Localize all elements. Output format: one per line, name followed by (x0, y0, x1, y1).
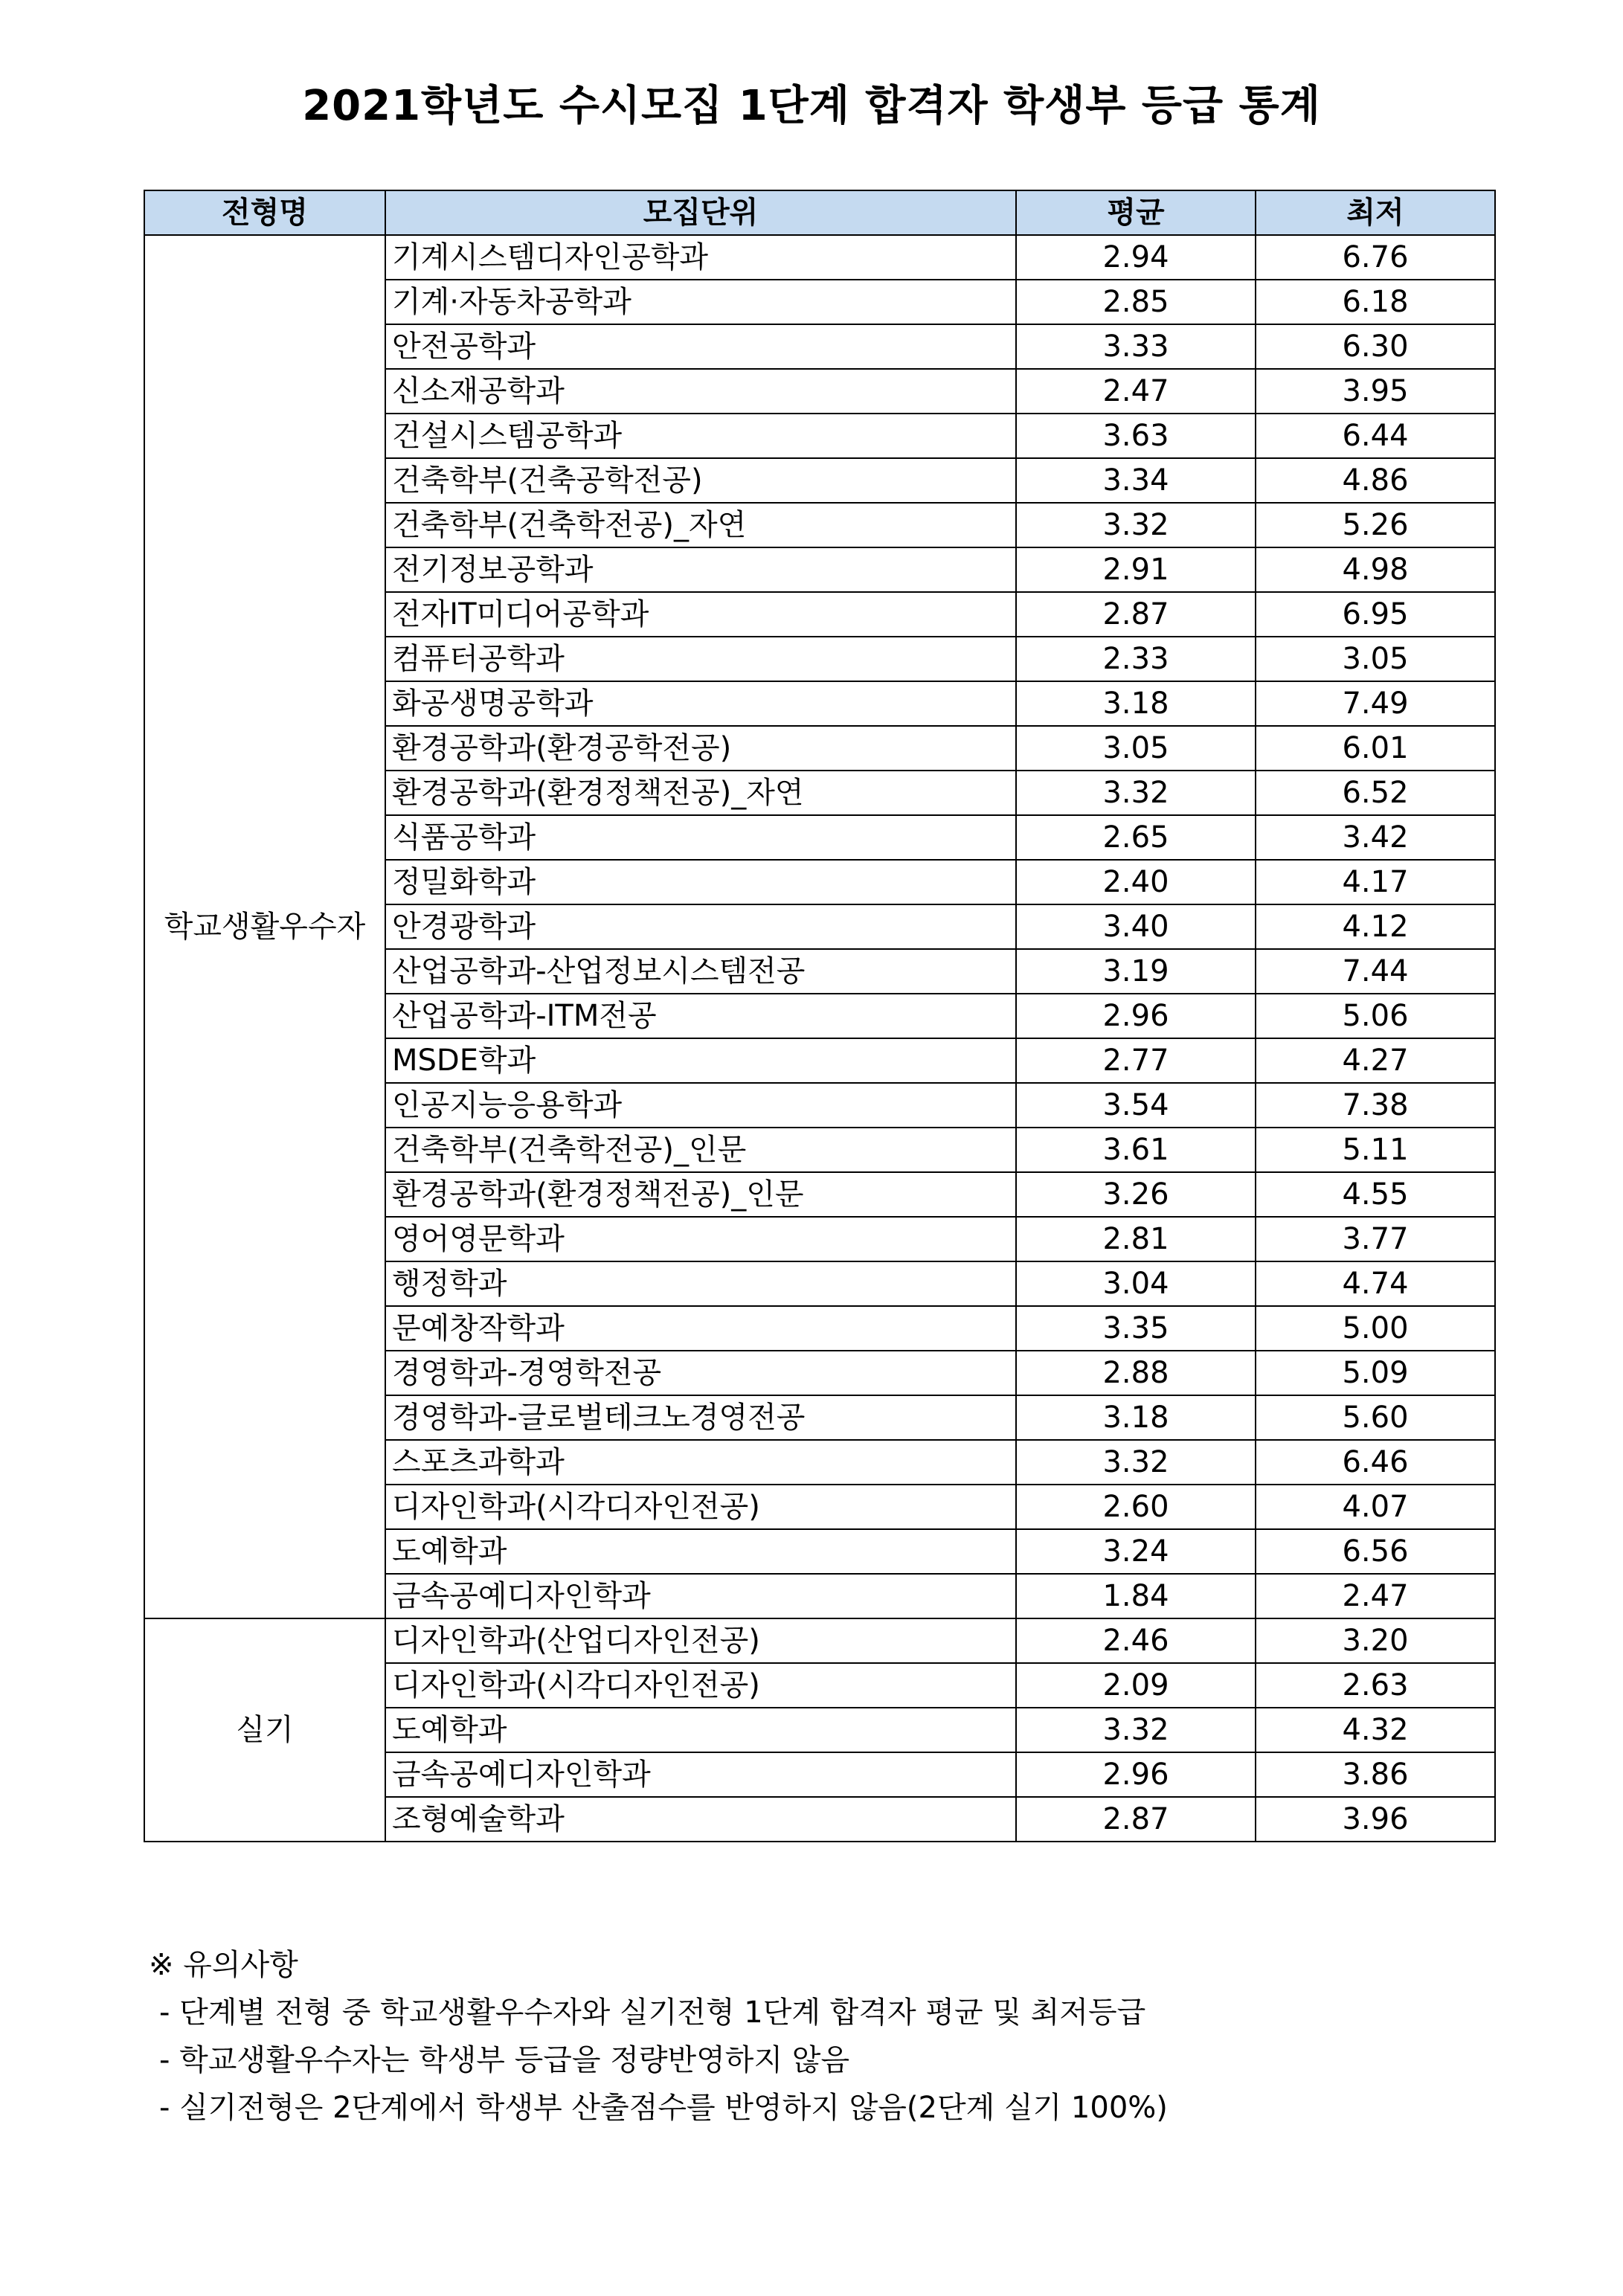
average-cell: 2.77 (1016, 1038, 1256, 1083)
minimum-cell: 2.47 (1256, 1574, 1495, 1618)
unit-cell: 행정학과 (385, 1261, 1016, 1306)
unit-cell: 금속공예디자인학과 (385, 1574, 1016, 1618)
minimum-cell: 6.44 (1256, 414, 1495, 458)
minimum-cell: 5.11 (1256, 1128, 1495, 1172)
table-body (144, 235, 1495, 1842)
header-unit: 모집단위 (385, 190, 1016, 235)
header-type: 전형명 (144, 190, 385, 235)
average-cell: 3.32 (1016, 1440, 1256, 1485)
table-row (144, 235, 1495, 280)
minimum-cell: 3.20 (1256, 1618, 1495, 1663)
header-minimum: 최저 (1256, 190, 1495, 235)
unit-cell: 신소재공학과 (385, 369, 1016, 414)
minimum-cell: 4.07 (1256, 1485, 1495, 1529)
minimum-cell: 5.09 (1256, 1351, 1495, 1395)
unit-cell: 산업공학과-산업정보시스템전공 (385, 949, 1016, 994)
minimum-cell: 4.98 (1256, 547, 1495, 592)
unit-cell: 전자IT미디어공학과 (385, 592, 1016, 637)
minimum-cell: 7.44 (1256, 949, 1495, 994)
average-cell: 3.18 (1016, 681, 1256, 726)
average-cell: 2.87 (1016, 592, 1256, 637)
minimum-cell: 4.27 (1256, 1038, 1495, 1083)
minimum-cell: 5.26 (1256, 503, 1495, 547)
unit-cell: MSDE학과 (385, 1038, 1016, 1083)
average-cell: 2.40 (1016, 860, 1256, 904)
average-cell: 3.05 (1016, 726, 1256, 771)
unit-cell: 조형예술학과 (385, 1797, 1016, 1842)
unit-cell: 도예학과 (385, 1529, 1016, 1574)
average-cell: 3.40 (1016, 904, 1256, 949)
notes-section (149, 1941, 1168, 2132)
minimum-cell: 4.74 (1256, 1261, 1495, 1306)
admission-type-cell: 학교생활우수자 (144, 235, 385, 1618)
unit-cell: 기계시스템디자인공학과 (385, 235, 1016, 280)
unit-cell: 건축학부(건축학전공)_자연 (385, 503, 1016, 547)
average-cell: 3.04 (1016, 1261, 1256, 1306)
unit-cell: 환경공학과(환경공학전공) (385, 726, 1016, 771)
admission-type-cell: 실기 (144, 1618, 385, 1842)
minimum-cell: 3.05 (1256, 637, 1495, 681)
minimum-cell: 3.95 (1256, 369, 1495, 414)
minimum-cell: 6.76 (1256, 235, 1495, 280)
average-cell: 3.34 (1016, 458, 1256, 503)
unit-cell: 정밀화학과 (385, 860, 1016, 904)
minimum-cell: 6.95 (1256, 592, 1495, 637)
unit-cell: 건축학부(건축학전공)_인문 (385, 1128, 1016, 1172)
minimum-cell: 7.38 (1256, 1083, 1495, 1128)
average-cell: 3.26 (1016, 1172, 1256, 1217)
unit-cell: 디자인학과(시각디자인전공) (385, 1485, 1016, 1529)
note-item: - 단계별 전형 중 학교생활우수자와 실기전형 1단계 합격자 평균 및 최저등급 (159, 1996, 1146, 2030)
average-cell: 2.96 (1016, 994, 1256, 1038)
minimum-cell: 3.96 (1256, 1797, 1495, 1842)
unit-cell: 화공생명공학과 (385, 681, 1016, 726)
minimum-cell: 3.42 (1256, 815, 1495, 860)
minimum-cell: 4.17 (1256, 860, 1495, 904)
minimum-cell: 6.56 (1256, 1529, 1495, 1574)
table-header-row (144, 190, 1495, 235)
unit-cell: 금속공예디자인학과 (385, 1752, 1016, 1797)
average-cell: 3.35 (1016, 1306, 1256, 1351)
minimum-cell: 3.86 (1256, 1752, 1495, 1797)
unit-cell: 도예학과 (385, 1708, 1016, 1752)
average-cell: 3.32 (1016, 503, 1256, 547)
minimum-cell: 4.32 (1256, 1708, 1495, 1752)
average-cell: 3.54 (1016, 1083, 1256, 1128)
table-row (144, 1618, 1495, 1663)
average-cell: 3.19 (1016, 949, 1256, 994)
average-cell: 2.94 (1016, 235, 1256, 280)
unit-cell: 환경공학과(환경정책전공)_자연 (385, 771, 1016, 815)
grade-statistics-table (144, 190, 1496, 1842)
unit-cell: 인공지능응용학과 (385, 1083, 1016, 1128)
unit-cell: 경영학과-경영학전공 (385, 1351, 1016, 1395)
minimum-cell: 4.86 (1256, 458, 1495, 503)
notes-heading: ※ 유의사항 (149, 1948, 298, 1982)
unit-cell: 문예창작학과 (385, 1306, 1016, 1351)
minimum-cell: 6.46 (1256, 1440, 1495, 1485)
unit-cell: 환경공학과(환경정책전공)_인문 (385, 1172, 1016, 1217)
minimum-cell: 5.00 (1256, 1306, 1495, 1351)
minimum-cell: 4.12 (1256, 904, 1495, 949)
minimum-cell: 5.06 (1256, 994, 1495, 1038)
average-cell: 2.46 (1016, 1618, 1256, 1663)
average-cell: 3.63 (1016, 414, 1256, 458)
average-cell: 2.87 (1016, 1797, 1256, 1842)
unit-cell: 전기정보공학과 (385, 547, 1016, 592)
average-cell: 3.18 (1016, 1395, 1256, 1440)
note-item: - 학교생활우수자는 학생부 등급을 정량반영하지 않음 (159, 2043, 850, 2077)
minimum-cell: 2.63 (1256, 1663, 1495, 1708)
average-cell: 3.61 (1016, 1128, 1256, 1172)
average-cell: 2.33 (1016, 637, 1256, 681)
average-cell: 3.32 (1016, 771, 1256, 815)
average-cell: 2.96 (1016, 1752, 1256, 1797)
unit-cell: 영어영문학과 (385, 1217, 1016, 1261)
unit-cell: 건설시스템공학과 (385, 414, 1016, 458)
unit-cell: 스포츠과학과 (385, 1440, 1016, 1485)
average-cell: 2.88 (1016, 1351, 1256, 1395)
minimum-cell: 5.60 (1256, 1395, 1495, 1440)
unit-cell: 안전공학과 (385, 324, 1016, 369)
minimum-cell: 6.52 (1256, 771, 1495, 815)
average-cell: 3.32 (1016, 1708, 1256, 1752)
unit-cell: 디자인학과(시각디자인전공) (385, 1663, 1016, 1708)
minimum-cell: 3.77 (1256, 1217, 1495, 1261)
unit-cell: 식품공학과 (385, 815, 1016, 860)
header-average: 평균 (1016, 190, 1256, 235)
average-cell: 2.65 (1016, 815, 1256, 860)
average-cell: 2.47 (1016, 369, 1256, 414)
unit-cell: 디자인학과(산업디자인전공) (385, 1618, 1016, 1663)
minimum-cell: 6.18 (1256, 280, 1495, 324)
average-cell: 3.33 (1016, 324, 1256, 369)
unit-cell: 기계·자동차공학과 (385, 280, 1016, 324)
average-cell: 2.85 (1016, 280, 1256, 324)
minimum-cell: 6.30 (1256, 324, 1495, 369)
unit-cell: 건축학부(건축공학전공) (385, 458, 1016, 503)
note-item: - 실기전형은 2단계에서 학생부 산출점수를 반영하지 않음(2단계 실기 100%) (159, 2091, 1168, 2125)
minimum-cell: 6.01 (1256, 726, 1495, 771)
unit-cell: 산업공학과-ITM전공 (385, 994, 1016, 1038)
average-cell: 2.60 (1016, 1485, 1256, 1529)
average-cell: 2.81 (1016, 1217, 1256, 1261)
unit-cell: 안경광학과 (385, 904, 1016, 949)
minimum-cell: 4.55 (1256, 1172, 1495, 1217)
page-title: 2021학년도 수시모집 1단계 합격자 학생부 등급 통계 (302, 82, 1321, 130)
average-cell: 1.84 (1016, 1574, 1256, 1618)
average-cell: 2.91 (1016, 547, 1256, 592)
unit-cell: 컴퓨터공학과 (385, 637, 1016, 681)
average-cell: 2.09 (1016, 1663, 1256, 1708)
average-cell: 3.24 (1016, 1529, 1256, 1574)
unit-cell: 경영학과-글로벌테크노경영전공 (385, 1395, 1016, 1440)
minimum-cell: 7.49 (1256, 681, 1495, 726)
